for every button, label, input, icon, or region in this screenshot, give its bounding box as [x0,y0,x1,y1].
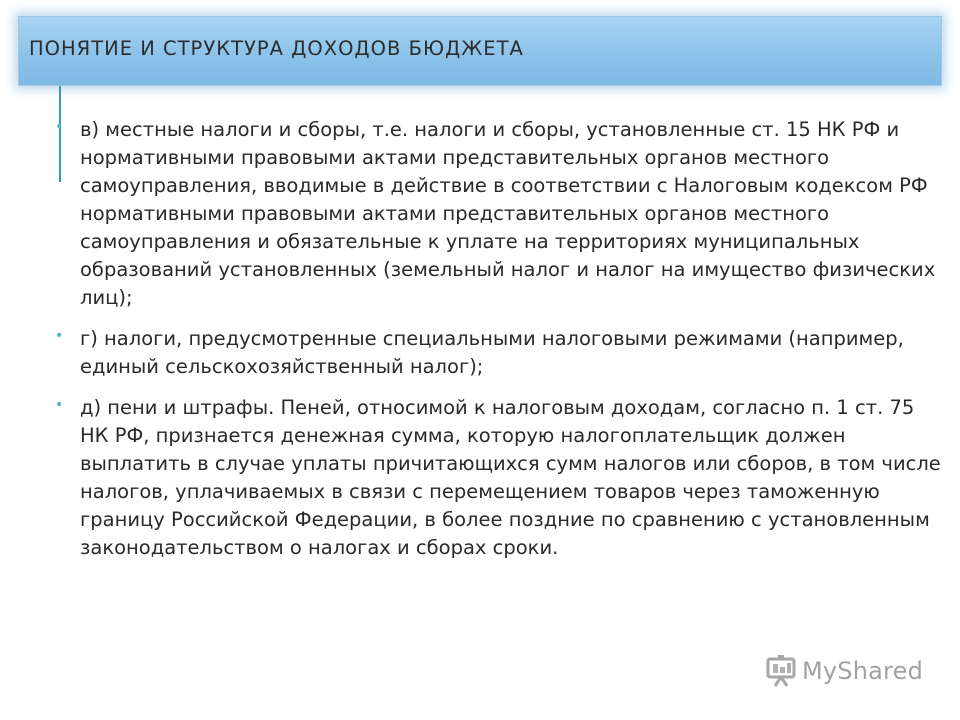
bullet-text: г) налоги, предусмотренные специальными налоговыми режимами (например, единый сельскохозяйственный налог); [80,327,904,378]
bullet-text: в) местные налоги и сборы, т.е. налоги и сборы, установленные ст. 15 НК РФ и нормативными правовыми актами представительных органов местного самоуправления, вводимые в действие в соответствии с Налоговым кодексом РФ нормативными правовыми актами представительных органов местного самоуправления и обязательные к уплате на территориях муниципальных образований установленных (земельный налог и налог на имущество физических лиц); [80,118,936,309]
bullet-item-special-regimes [46,325,946,381]
watermark-text: MyShared [802,657,924,685]
bullet-dot-icon: • [55,328,64,344]
bullet-dot-icon: • [55,397,64,413]
slide-title: ПОНЯТИЕ И СТРУКТУРА ДОХОДОВ БЮДЖЕТА [29,37,524,60]
bullet-text: д) пени и штрафы. Пеней, относимой к налоговым доходам, согласно п. 1 ст. 75 НК РФ, признается денежная сумма, которую налогоплательщик должен выплатить в случае уплаты причитающихся сумм налогов или сборов, в том числе налогов, уплачиваемых в связи с перемещением товаров через таможенную границу Российской Федерации, в более поздние по сравнению с установленным законодательством о налогах и сборах сроки. [80,396,941,559]
watermark[interactable] [766,655,923,687]
bullet-item-local-taxes [46,116,946,312]
bullet-dot-icon: • [55,119,64,135]
bullet-list [46,116,946,562]
presentation-board-icon [766,655,796,687]
title-bar [18,16,942,86]
bullet-item-penalties [46,394,946,562]
